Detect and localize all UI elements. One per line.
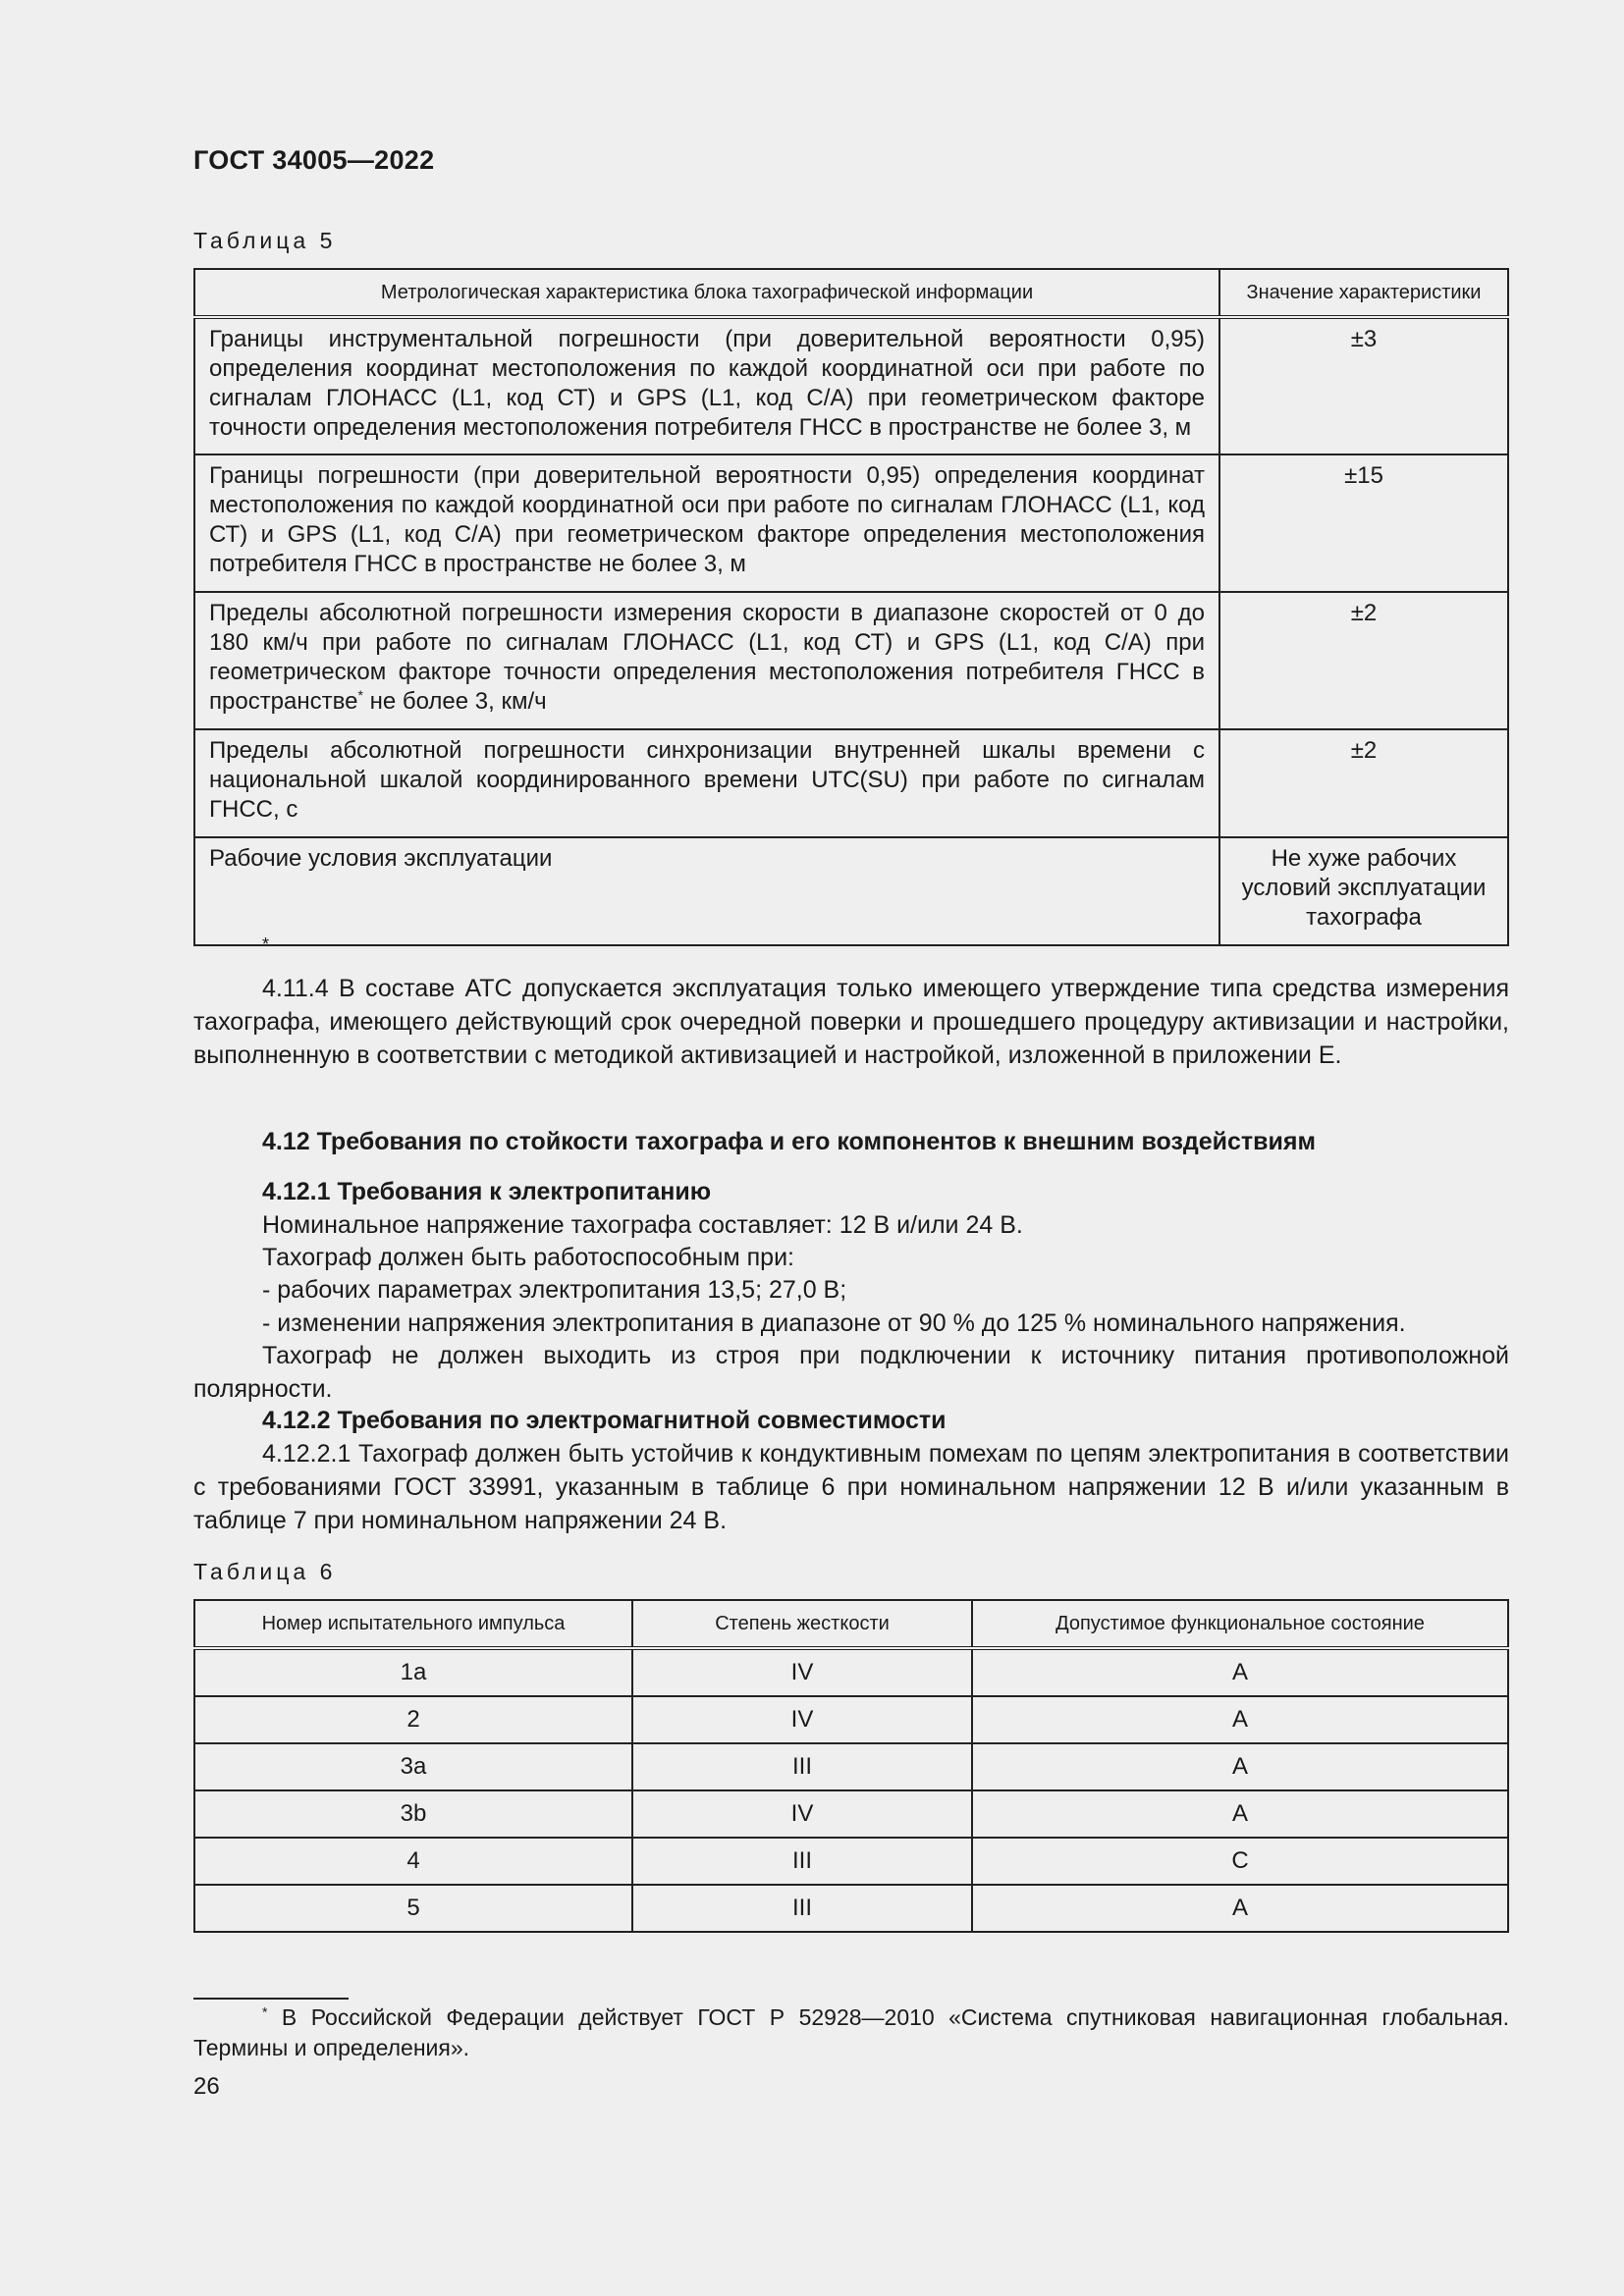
- table6-cell-state: C: [972, 1838, 1508, 1885]
- table6-caption: Таблица 6: [193, 1559, 337, 1584]
- table-row: [194, 729, 1508, 837]
- paragraph-polarity: Тахограф не должен выходить из строя при подключении к источнику питания противоположной полярности.: [193, 1342, 1509, 1403]
- table6-cell-pulse: 4: [194, 1838, 632, 1885]
- table6-cell-state: A: [972, 1790, 1508, 1838]
- table6-cell-severity: IV: [632, 1648, 972, 1696]
- heading-4-12-2: 4.12.2 Требования по электромагнитной совместимости: [262, 1407, 947, 1434]
- table6-cell-severity: III: [632, 1885, 972, 1932]
- table5-note-mark: *: [262, 934, 270, 954]
- table6-cell-pulse: 5: [194, 1885, 632, 1932]
- table5-characteristic-text-end: не более 3, км/ч: [362, 688, 547, 715]
- table-row: [194, 1885, 1508, 1932]
- table5-value: ±2: [1219, 592, 1508, 729]
- table-row: [194, 837, 1508, 945]
- table5-value: ±3: [1219, 317, 1508, 454]
- table5-col2-header: Значение характеристики: [1219, 269, 1508, 317]
- table6-header-severity: Степень жесткости: [632, 1600, 972, 1648]
- table-row: [194, 317, 1508, 454]
- footnote-mark: *: [262, 2003, 268, 2020]
- footnote-separator: [193, 1998, 349, 2000]
- table5-caption: Таблица 5: [193, 228, 337, 253]
- table6-cell-pulse: 3b: [194, 1790, 632, 1838]
- list-item: - рабочих параметрах электропитания 13,5; 27,0 В;: [262, 1276, 847, 1304]
- table6-cell-state: A: [972, 1743, 1508, 1790]
- heading-4-12: 4.12 Требования по стойкости тахографа и его компонентов к внешним воздействиям: [262, 1128, 1316, 1155]
- table-row: [194, 1838, 1508, 1885]
- table6-cell-state: A: [972, 1885, 1508, 1932]
- table5-characteristic-text: Пределы абсолютной погрешности измерения скорости в диапазоне скоростей от 0 до 180 км/ч при работе по сигналам ГЛОНАСС (L1, код СТ) и GPS (L1, код C/A) при геометрическом факторе точности определения местоположения потребителя ГНСС в пространстве: [209, 600, 1205, 715]
- table5-characteristic: Пределы абсолютной погрешности синхронизации внутренней шкалы времени с национальной шкалой координированного времени UTC(SU) при работе по сигналам ГНСС, с: [194, 729, 1219, 837]
- table5-characteristic: Границы инструментальной погрешности (при доверительной вероятности 0,95) определения координат местоположения по каждой координатной оси при работе по сигналам ГЛОНАСС (L1, код СТ) и GPS (L1, код C/A) при геометрическом факторе точности определения местоположения потребителя ГНСС в пространстве не более 3, м: [194, 317, 1219, 454]
- table6: [193, 1599, 1509, 1933]
- table6-cell-severity: IV: [632, 1790, 972, 1838]
- list-item: - изменении напряжения электропитания в диапазоне от 90 % до 125 % номинального напряжения.: [262, 1309, 1406, 1337]
- table6-header-state: Допустимое функциональное состояние: [972, 1600, 1508, 1648]
- footnote-text: В Российской Федерации действует ГОСТ Р 52928—2010 «Система спутниковая навигационная глобальная. Термины и определения».: [193, 2004, 1509, 2060]
- paragraph-nominal-voltage: Номинальное напряжение тахографа составляет: 12 В и/или 24 В.: [262, 1211, 1023, 1239]
- table6-cell-pulse: 3a: [194, 1743, 632, 1790]
- paragraph-operable: Тахограф должен быть работоспособным при:: [262, 1244, 794, 1271]
- table5-value: Не хуже рабочих условий эксплуатации тахографа: [1219, 837, 1508, 945]
- table5-header-row: [194, 269, 1508, 317]
- table6-cell-severity: III: [632, 1838, 972, 1885]
- heading-4-12-1: 4.12.1 Требования к электропитанию: [262, 1178, 712, 1205]
- table6-cell-pulse: 1a: [194, 1648, 632, 1696]
- table5-characteristic: Границы погрешности (при доверительной вероятности 0,95) определения координат местоположения по каждой координатной оси при работе по сигналам ГЛОНАСС (L1, код СТ) и GPS (L1, код C/A) при геометрическом факторе определения местоположения потребителя ГНСС в пространстве не более 3, м: [194, 454, 1219, 592]
- table6-cell-severity: IV: [632, 1696, 972, 1743]
- table6-cell-pulse: 2: [194, 1696, 632, 1743]
- table6-cell-severity: III: [632, 1743, 972, 1790]
- table-row: [194, 1696, 1508, 1743]
- table5-value: ±2: [1219, 729, 1508, 837]
- table-row: [194, 1648, 1508, 1696]
- table-row: [194, 1790, 1508, 1838]
- table6-header-row: [194, 1600, 1508, 1648]
- table5-characteristic: [194, 592, 1219, 729]
- paragraph-4-12-2-1: 4.12.2.1 Тахограф должен быть устойчив к кондуктивным помехам по цепям электропитания в соответствии с требованиями ГОСТ 33991, указанным в таблице 6 при номинальном напряжении 12 В и/или указанным в таблице 7 при номинальном напряжении 24 В.: [193, 1440, 1509, 1534]
- document-code: ГОСТ 34005—2022: [193, 145, 435, 175]
- table6-cell-state: A: [972, 1648, 1508, 1696]
- footnote-mark: *: [357, 687, 363, 703]
- table5-col1-header: Метрологическая характеристика блока тахографической информации: [194, 269, 1219, 317]
- table-row: [194, 592, 1508, 729]
- footnote: [193, 2002, 1509, 2063]
- paragraph-4-11-4: 4.11.4 В составе АТС допускается эксплуатация только имеющего утверждение типа средства измерения тахографа, имеющего действующий срок очередной поверки и прошедшего процедуру активизации и настройки, выполненную в соответствии с методикой активизацией и настройкой, изложенной в приложении Е.: [193, 975, 1509, 1069]
- page-number: 26: [193, 2073, 220, 2100]
- table-row: [194, 454, 1508, 592]
- table6-header-pulse: Номер испытательного импульса: [194, 1600, 632, 1648]
- table5-value: ±15: [1219, 454, 1508, 592]
- table6-cell-state: A: [972, 1696, 1508, 1743]
- table5: [193, 268, 1509, 946]
- table-row: [194, 1743, 1508, 1790]
- table5-characteristic: Рабочие условия эксплуатации: [194, 837, 1219, 945]
